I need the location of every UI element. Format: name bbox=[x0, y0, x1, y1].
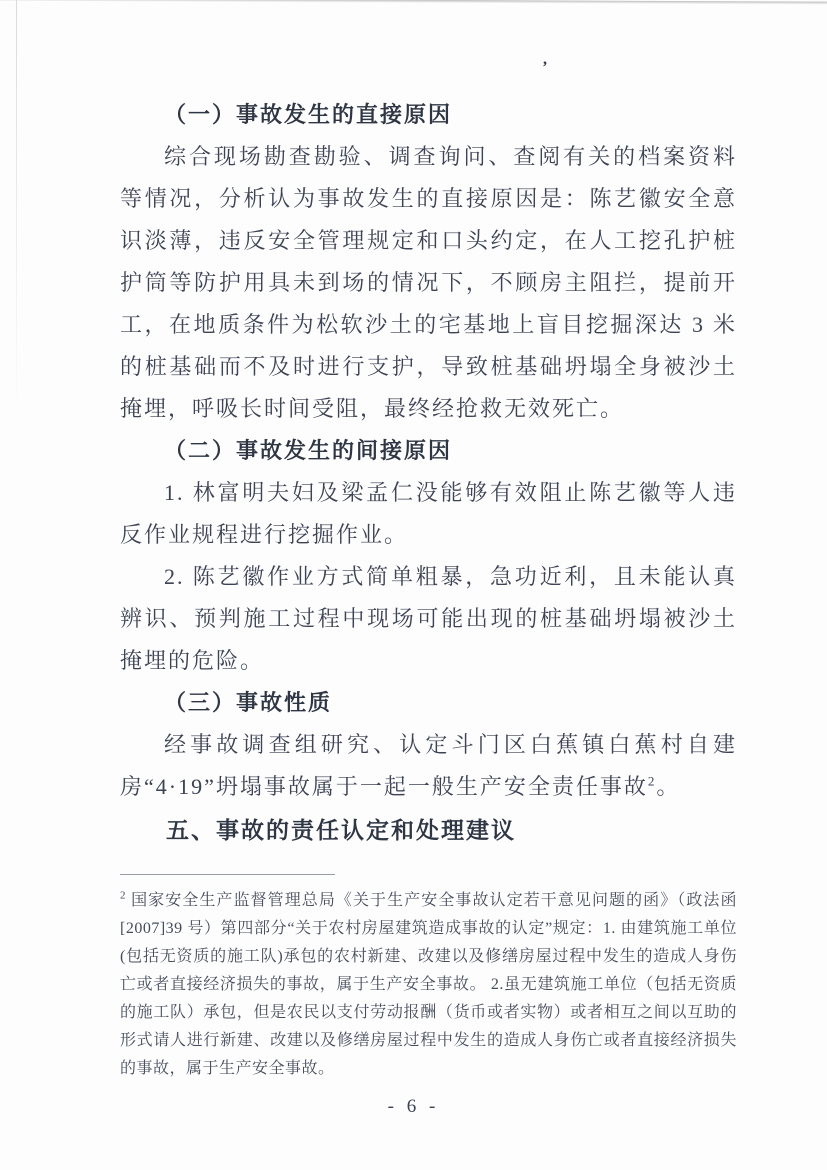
footnote-block bbox=[120, 874, 737, 1083]
chapter-heading-responsibility: 五、事故的责任认定和处理建议 bbox=[166, 817, 516, 843]
paragraph-direct-cause: 综合现场勘查勘验、调查询问、查阅有关的档案资料等情况，分析认为事故发生的直接原因是：陈艺徽安全意识淡薄，违反安全管理规定和口头约定，在人工挖孔护桩护筒等防护用具未到场的情况下，不顾房主阻拦，提前开工，在地质条件为松软沙土的宅基地上盲目挖掘深达 3 米的桩基础而不及时进行支护，导致桩基础坍塌全身被沙土掩埋，呼吸长时间受阻，最终经抢救无效死亡。 bbox=[120, 144, 737, 421]
section-heading-accident-nature: （三）事故性质 bbox=[164, 690, 333, 715]
page-number: - 6 - bbox=[387, 1096, 440, 1117]
scan-edge-left bbox=[16, 0, 17, 420]
footnote-body: 国家安全生产监督管理总局《关于生产安全事故认定若干意见问题的函》（政法函[2007]39 号）第四部分“关于农村房屋建筑造成事故的认定”规定：1. 由建筑施工单位(包括无资质的施工队)承包的农村新建、改建以及修缮房屋过程中发生的造成人身伤亡或者直接经济损失的事故，属于生产安全事故。 2.虽无建筑施工单位（包括无资质的施工队）承包，但是农民以支付劳动报酬（货币或者实物）或者相互之间以互助的形式请人进行新建、改建以及修缮房屋过程中发生的造成人身伤亡或者直接经济损失的事故，属于生产安全事故。 bbox=[120, 892, 737, 1077]
footnote-divider bbox=[120, 874, 335, 875]
paragraph-accident-nature-period: 。 bbox=[656, 774, 681, 799]
paragraph-accident-nature bbox=[120, 724, 737, 808]
paragraph-indirect-cause-1: 1. 林富明夫妇及梁孟仁没能够有效阻止陈艺徽等人违反作业规程进行挖掘作业。 bbox=[120, 480, 737, 547]
paragraph-indirect-cause-2: 2. 陈艺徽作业方式简单粗暴，急功近利，且未能认真辨识、预判施工过程中现场可能出现的桩基础坍塌被沙土掩埋的危险。 bbox=[120, 564, 737, 673]
footnote-marker: 2 bbox=[120, 889, 126, 902]
footnote-reference-superscript: 2 bbox=[647, 773, 657, 789]
section-heading-direct-cause: （一）事故发生的直接原因 bbox=[164, 102, 453, 127]
paragraph-accident-nature-text: 经事故调查组研究、认定斗门区白蕉镇白蕉村自建房“4·19”坍塌事故属于一起一般生产安全责任事故 bbox=[120, 732, 737, 799]
scan-speck: , bbox=[543, 51, 547, 68]
footnote-text bbox=[120, 887, 737, 1083]
section-heading-indirect-cause: （二）事故发生的间接原因 bbox=[164, 438, 453, 463]
